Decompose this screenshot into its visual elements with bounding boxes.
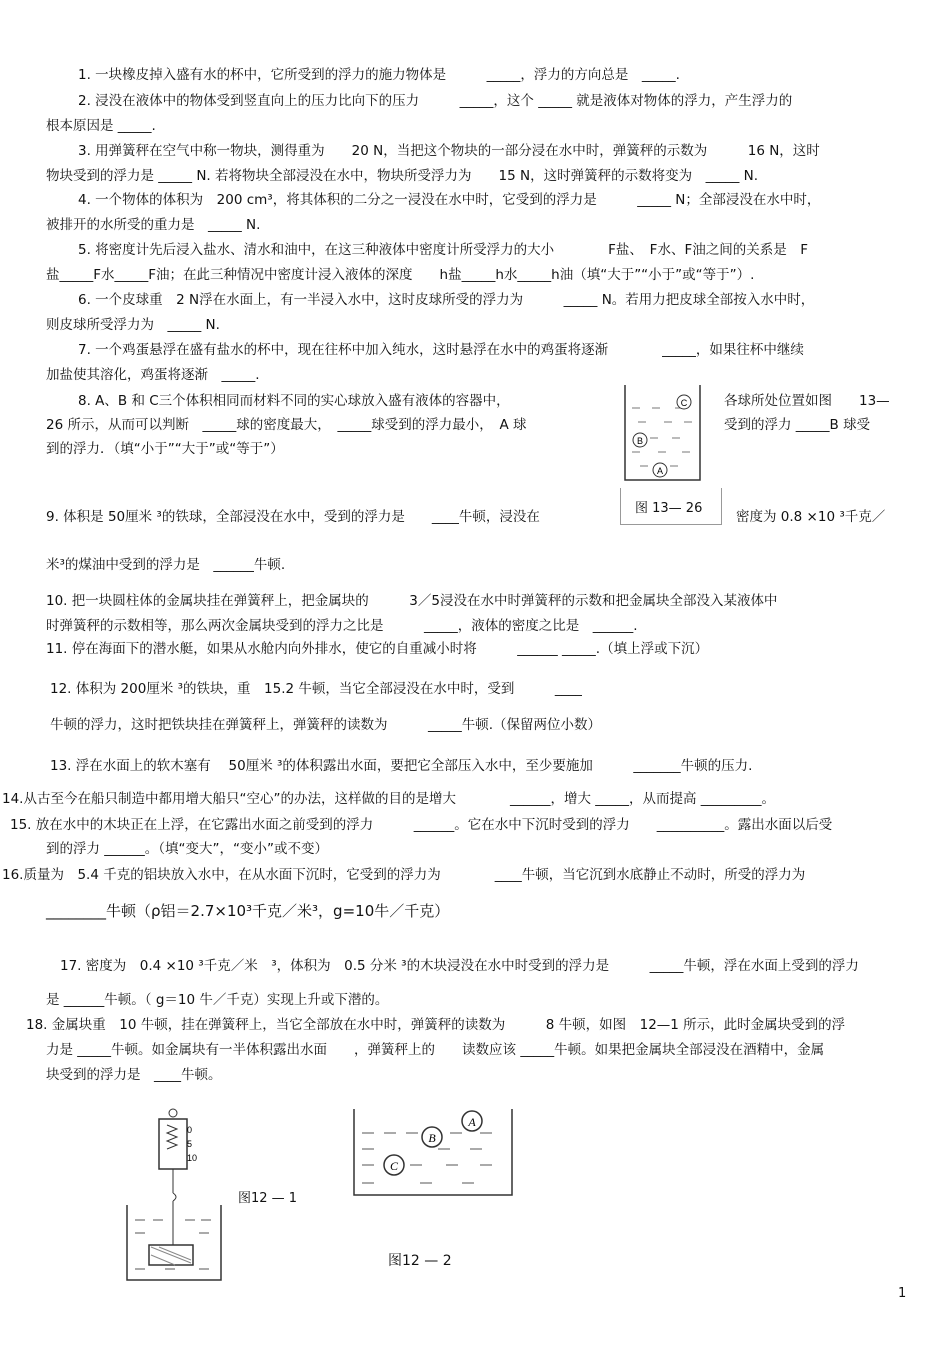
figure-12-1 [125, 1105, 235, 1289]
figure-12-2 [350, 1105, 520, 1204]
q8-line3: 到的浮力．（填“小于”“大于”或“等于”） [46, 441, 284, 457]
q7-line1: 7. 一个鸡蛋悬浮在盛有盐水的杯中，现在往杯中加入纯水，这时悬浮在水中的鸡蛋将逐渐 _____，如果往杯中继续 [78, 342, 804, 358]
q11-line: 11. 停在海面下的潜水艇，如果从水舱内向外排水，使它的自重减小时将 ______ _____.（填上浮或下沉） [46, 641, 709, 657]
figure-12-1-caption: 图12 — 1 [238, 1191, 298, 1206]
ball-c-label: C [680, 398, 688, 408]
page-number: 1 [898, 1286, 907, 1301]
figure-12-2-caption: 图12 — 2 [388, 1253, 452, 1269]
q4-line1: 4. 一个物体的体积为 200 cm³，将其体积的二分之一浸没在水中时，它受到的浮力是 _____ N；全部浸没在水中时， [78, 192, 821, 208]
ball-a-label: A [656, 466, 664, 476]
q16-line2: ________牛顿（ρ铝＝2.7×10³千克／米³，g=10牛／千克） [46, 902, 450, 920]
q17-line2: 是 ______牛顿。（ g＝10 牛／千克）实现上升或下潜的。 [46, 992, 389, 1008]
q15-line1: 15. 放在水中的木块正在上浮，在它露出水面之前受到的浮力 ______。它在水中下沉时受到的浮力 __________。露出水面以后受 [10, 817, 833, 833]
q16-line1: 16.质量为 5.4 千克的铝块放入水中，在从水面下沉时，它受到的浮力为 ____牛顿，当它沉到水底静止不动时，所受的浮力为 [2, 867, 806, 883]
ball-b-label: B [636, 436, 644, 446]
q1-line: 1. 一块橡皮掉入盛有水的杯中，它所受到的浮力的施力物体是 _____，浮力的方向总是 _____. [78, 67, 680, 83]
scale-mark-0: 0 [187, 1125, 193, 1135]
q5-line1: 5. 将密度计先后浸入盐水、清水和油中，在这三种液体中密度计所受浮力的大小 F盐、 F水、F油之间的关系是 F [78, 242, 808, 258]
q9-line1: 9. 体积是 50厘米 ³的铁球，全部浸没在水中，受到的浮力是 ____牛顿，浸没在 [46, 509, 540, 525]
q6-line2: 则皮球所受浮力为 _____ N. [46, 317, 220, 333]
q18-line2: 力是 _____牛顿。如金属块有一半体积露出水面 ，弹簧秤上的 读数应该 _____牛顿。如果把金属块全部浸没在酒精中，金属 [46, 1042, 825, 1058]
q2-line2: 根本原因是 _____. [46, 118, 156, 134]
q13-line: 13. 浮在水面上的软木塞有 50厘米 ³的体积露出水面，要把它全部压入水中，至少要施加 _______牛顿的压力. [50, 758, 753, 774]
q9-line2: 米³的煤油中受到的浮力是 ______牛顿. [46, 557, 286, 573]
q8-line1: 8. A、B 和 C三个体积相同而材料不同的实心球放入盛有液体的容器中， [78, 393, 510, 409]
fig2-ball-c-label: C [389, 1159, 399, 1173]
q12-line1: 12. 体积为 200厘米 ³的铁块，重 15.2 牛顿，当它全部浸没在水中时，受到 ____ [50, 681, 582, 697]
q14-line: 14.从古至今在船只制造中都用增大船只“空心”的办法，这样做的目的是增大 ______，增大 _____，从而提高 _________。 [2, 791, 776, 807]
q5-line2: 盐_____F水_____F油；在此三种情况中密度计浸入液体的深度 h盐_____h水_____h油（填“大于”“小于”或“等于”）. [46, 267, 755, 283]
q8-line2-right: 受到的浮力 _____B 球受 [724, 417, 871, 433]
fig2-ball-b-label: B [428, 1131, 436, 1145]
scale-mark-5: 5 [187, 1139, 193, 1149]
q12-line2: 牛顿的浮力，这时把铁块挂在弹簧秤上，弹簧秤的读数为 _____牛顿.（保留两位小数） [50, 717, 602, 733]
q9-line1-right: 密度为 0.8 ×10 ³千克／ [736, 509, 886, 525]
q18-line1: 18. 金属块重 10 牛顿，挂在弹簧秤上，当它全部放在水中时，弹簧秤的读数为 8 牛顿，如图 12—1 所示，此时金属块受到的浮 [26, 1017, 846, 1033]
scale-mark-10: 10 [187, 1153, 198, 1163]
q4-line2: 被排开的水所受的重力是 _____ N. [46, 217, 261, 233]
q8-line2: 26 所示，从而可以判断 _____球的密度最大， _____球受到的浮力最小， A 球 [46, 417, 527, 433]
q10-line2: 时弹簧秤的示数相等，那么两次金属块受到的浮力之比是 _____，液体的密度之比是 ______. [46, 618, 638, 634]
figure-13-26 [620, 380, 720, 492]
spring-balance-diagram [125, 1105, 235, 1285]
q8-line1-right: 各球所处位置如图 13— [724, 393, 890, 409]
q15-line2: 到的浮力 ______。（填“变大”，“变小”或不变） [46, 841, 329, 857]
q17-line1: 17. 密度为 0.4 ×10 ³千克／米 ³，体积为 0.5 分米 ³的木块浸没在水中时受到的浮力是 _____牛顿，浮在水面上受到的浮力 [60, 958, 859, 974]
q2-line1: 2. 浸没在液体中的物体受到竖直向上的压力比向下的压力 _____，这个 _____ 就是液体对物体的浮力，产生浮力的 [78, 93, 793, 109]
fig2-ball-a-label: A [468, 1115, 476, 1129]
q3-line2: 物块受到的浮力是 _____ N. 若将物块全部浸没在水中，物块所受浮力为 15 N，这时弹簧秤的示数将变为 _____ N. [46, 168, 759, 184]
q18-line3: 块受到的浮力是 ____牛顿。 [46, 1067, 222, 1083]
beaker-balls-diagram [350, 1105, 520, 1200]
q3-line1: 3. 用弹簧秤在空气中称一物块，测得重为 20 N，当把这个物块的一部分浸在水中时，弹簧秤的示数为 16 N，这时 [78, 143, 820, 159]
figure-13-26-caption: 图 13— 26 [635, 501, 703, 516]
q6-line1: 6. 一个皮球重 2 N浮在水面上，有一半浸入水中，这时皮球所受的浮力为 _____ N。若用力把皮球全部按入水中时， [78, 292, 815, 308]
q7-line2: 加盐使其溶化，鸡蛋将逐渐 _____. [46, 367, 260, 383]
q10-line1: 10. 把一块圆柱体的金属块挂在弹簧秤上，把金属块的 3／5浸没在水中时弹簧秤的示数和把金属块全部没入某液体中 [46, 593, 778, 609]
figure-13-26-caption-box [620, 488, 722, 525]
beaker-three-balls-diagram [620, 380, 720, 488]
